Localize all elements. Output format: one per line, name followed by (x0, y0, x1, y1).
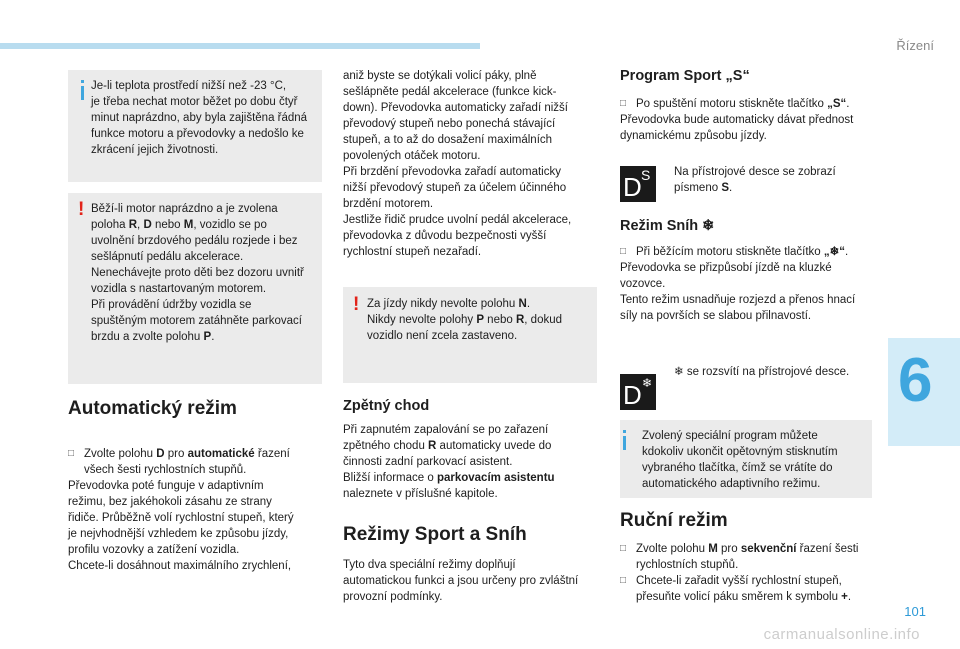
info-icon (623, 436, 626, 450)
reverse-description: Při zapnutém zapalování se po zařazení zpětného chodu R automaticky uvede do činnosti zadní parkovací asistent. Bližší informace o parkovacím asistentu naleznete v příslušné kapitole. (343, 424, 555, 500)
automatic-description: Převodovka poté funguje v adaptivním režimu, bez jakéhokoli zásahu ze strany řidiče. Průběžně volí rychlostní stupeň, který je nejvhodnější vzhledem ke způsobu jízdy, profilu vozovky a zatížení vozidla. Chcete-li dosáhnout maximálního zrychlení, (68, 480, 294, 572)
warning-text: Za jízdy nikdy nevolte polohu N. Nikdy nevolte polohy P nebo R, dokud vozidlo není zcela zastaveno. (367, 298, 563, 342)
square-bullet-icon: □ (620, 246, 627, 257)
section-title: Řízení (896, 38, 934, 53)
info-box-temperature (68, 70, 322, 182)
square-bullet-icon: □ (620, 543, 627, 554)
square-bullet-icon: □ (620, 575, 627, 586)
page-number: 101 (904, 604, 926, 619)
heading-sport-snow-modes: Režimy Sport a Sníh (343, 524, 527, 545)
bullet-automatic: □ Zvolte polohu D pro automatické řazení všech šesti rychlostních stupňů. (68, 448, 290, 476)
bullet-sport: □ Po spuštění motoru stiskněte tlačítko „S“. (620, 98, 850, 110)
warning-box-idle (68, 193, 322, 384)
bullet-snow: □ Při běžícím motoru stiskněte tlačítko „❄“. (620, 246, 849, 258)
chapter-number: 6 (898, 346, 933, 415)
square-bullet-icon: □ (620, 98, 627, 109)
sport-description: Převodovka bude automaticky dávat přednost dynamickému způsobu jízdy. (620, 114, 854, 142)
kickdown-description: aniž byste se dotýkali volicí páky, plně sešlápněte pedál akcelerace (funkce kick- down). Převodovka automaticky zařadí nižší převodový stupeň nebo ponechá stávající stupeň, a to až do dosažení maximálních povolených otáček motoru. Při brzdění převodovka zařadí automaticky nižší převodový stupeň za účelem účinného brzdění motorem. Jestliže řidič prudce uvolní pedál akcelerace, převodovka z důvodu bezpečnosti vyšší rychlostní stupeň nezařadí. (343, 70, 572, 258)
heading-manual-mode: Ruční režim (620, 510, 728, 531)
heading-snow-mode: Režim Sníh ❄ (620, 218, 715, 234)
sport-display-icon: S D (620, 166, 656, 202)
info-box-cancel-program (620, 420, 872, 498)
snow-display-icon: ❄ D (620, 374, 656, 410)
modes-description: Tyto dva speciální režimy doplňují automatickou funkci a jsou určeny pro zvláštní provozní podmínky. (343, 559, 579, 603)
square-bullet-icon: □ (68, 448, 75, 459)
snow-display-text: ❄ se rozsvítí na přístrojové desce. (674, 366, 850, 378)
heading-sport-program: Program Sport „S“ (620, 68, 750, 84)
footer-watermark: carmanualsonline.info (763, 626, 920, 643)
info-icon (81, 86, 84, 100)
info-text: Je-li teplota prostředí nižší než -23 °C, je třeba nechat motor běžet po dobu čtyř minut naprázdno, aby byla zajištěna řádná funkce motoru a převodovky a nedošlo ke zkrácení jejich životnosti. (91, 80, 308, 156)
warning-icon: ! (78, 199, 85, 220)
bullet-manual-select: □ Zvolte polohu M pro sekvenční řazení šesti rychlostních stupňů. (620, 543, 859, 571)
heading-reverse: Zpětný chod (343, 398, 430, 414)
heading-automatic-mode: Automatický režim (68, 398, 237, 419)
warning-text: Běží-li motor naprázdno a je zvolena poloha R, D nebo M, vozidlo se po uvolnění brzdového pedálu rozjede i bez sešlápnutí pedálu akcelerace. Nenechávejte proto děti bez dozoru uvnitř vozidla s nastartovaným motorem. Při provádění údržby vozidla se spuštěným motorem zatáhněte parkovací brzdu a zvolte polohu P. (91, 203, 304, 343)
header-accent-bar (0, 43, 480, 49)
warning-icon: ! (353, 294, 360, 315)
info-text: Zvolený speciální program můžete kdokoliv ukončit opětovným stisknutím vybraného tlačítka, čímž se vrátíte do automatického adaptivního režimu. (642, 430, 838, 490)
sport-display-text: Na přístrojové desce se zobrazí písmeno S. (674, 166, 836, 194)
bullet-manual-upshift: □ Chcete-li zařadit vyšší rychlostní stupeň, přesuňte volicí páku směrem k symbolu +. (620, 575, 852, 603)
snow-description: Převodovka se přizpůsobí jízdě na kluzké vozovce. Tento režim usnadňuje rozjezd a přenos hnací síly na površích se slabou přilnavostí. (620, 262, 856, 322)
warning-box-neutral (343, 287, 597, 383)
